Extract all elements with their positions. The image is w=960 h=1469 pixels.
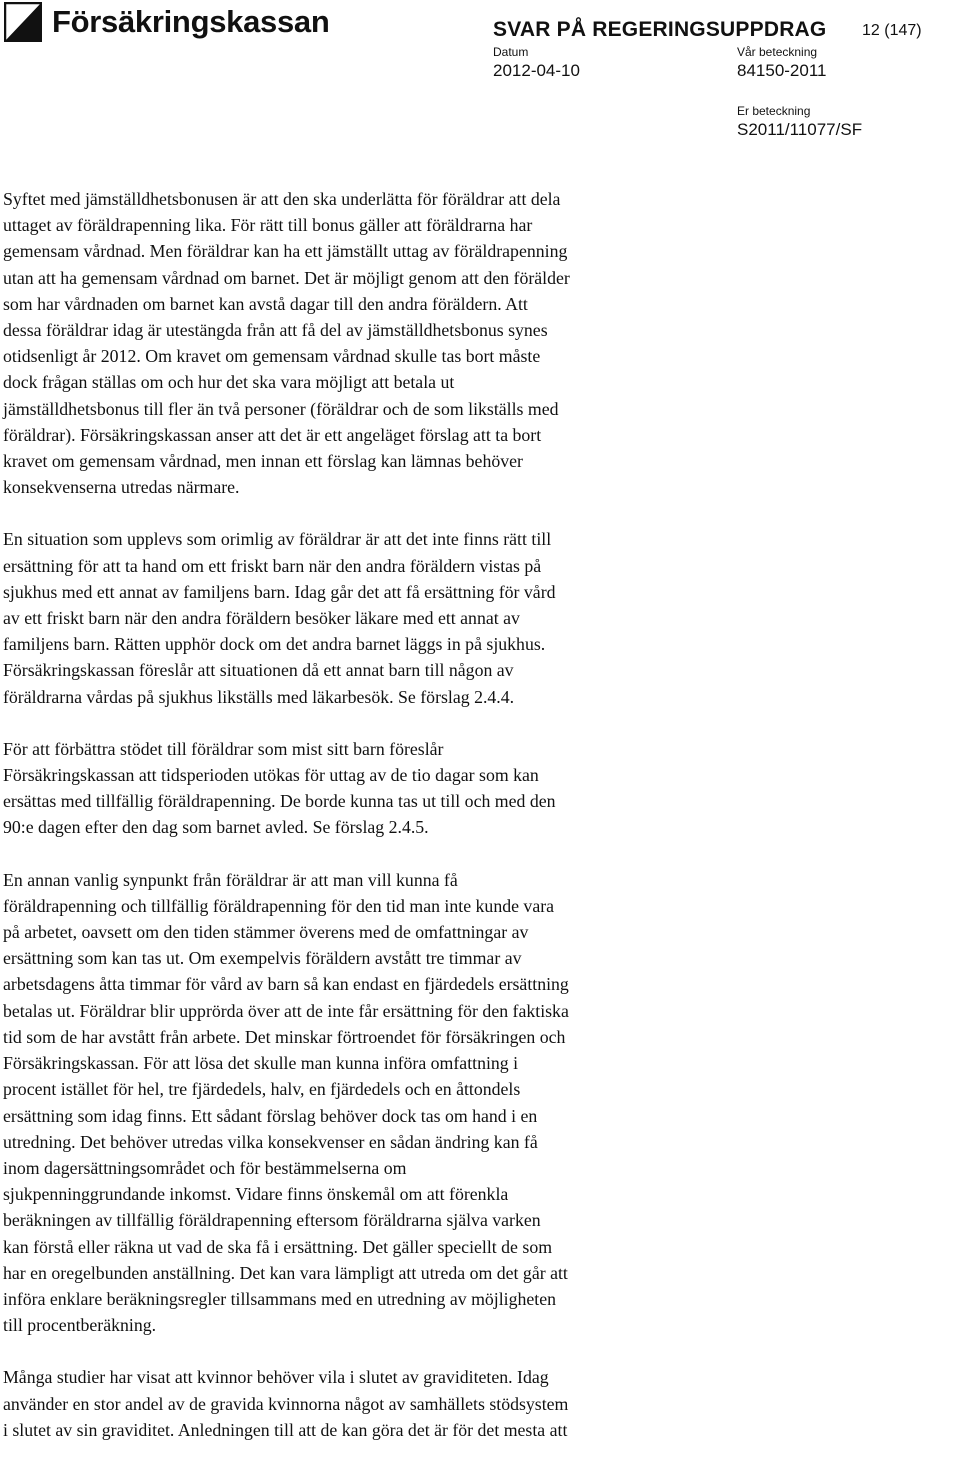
text-line: 90:e dagen efter den dag som barnet avled. Se förslag 2.4.5. [3, 817, 429, 838]
text-line: införa enklare beräkningsregler tillsammans med en utredning av möjligheten [3, 1288, 557, 1309]
your-reference-label: Er beteckning [737, 104, 811, 118]
paragraph [3, 526, 953, 709]
text-line: använder en stor andel av de gravida kvinnorna något av samhällets stödsystem [3, 1393, 569, 1414]
text-line: dock frågan ställas om och hur det ska vara möjligt att betala ut [3, 372, 455, 393]
page-number: 12 (147) [862, 22, 922, 39]
text-line: utan att ha gemensam vårdnad om barnet. Det är möjligt genom att den förälder [3, 267, 570, 288]
text-line: som har vårdnaden om barnet kan avstå dagar till den andra föräldern. Att [3, 293, 528, 314]
text-line: jämställdhetsbonus till fler än två personer (föräldrar och de som likställs med [3, 398, 559, 419]
text-line: Syftet med jämställdhetsbonusen är att den ska underlätta för föräldrar att dela [3, 189, 561, 209]
text-line: ersättas med tillfällig föräldrapenning. De borde kunna tas ut till och med den [3, 791, 556, 812]
text-line: beräkningen av tillfällig föräldrapenning eftersom föräldrarna själva varken [3, 1210, 541, 1231]
text-line: på arbetet, oavsett om den tiden stämmer överens med de omfattningar av [3, 922, 529, 943]
document-body [3, 186, 953, 1469]
text-line: ersättning som kan tas ut. Om exempelvis föräldern avstått tre timmar av [3, 948, 522, 969]
text-line: Försäkringskassan. För att lösa det skulle man kunna införa omfattning i [3, 1053, 519, 1074]
text-line: föräldrapenning och tillfällig föräldrapenning för den tid man inte kunde vara [3, 895, 555, 916]
text-line: kan förstå eller räkna ut vad de ska få i ersättning. Det gäller speciellt de som [3, 1236, 553, 1257]
text-line: i slutet av sin graviditet. Anledningen till att de kan göra det är för det mesta att [3, 1419, 568, 1440]
text-line: sjukpenninggrundande inkomst. Vidare finns önskemål om att förenkla [3, 1184, 509, 1205]
text-line: otidsenligt år 2012. Om kravet om gemensam vårdnad skulle tas bort måste [3, 346, 541, 367]
paragraph [3, 867, 953, 1339]
text-line: procent istället för hel, tre fjärdedels, halv, en fjärdedels och en åttondels [3, 1079, 521, 1100]
logo-text: Försäkringskassan [52, 4, 330, 39]
date-value: 2012-04-10 [493, 61, 580, 80]
your-reference-value: S2011/11077/SF [737, 120, 863, 139]
text-line: inom dagersättningsområdet och för bestämmelserna om [3, 1157, 407, 1178]
text-line: uttaget av föräldrapenning lika. För rätt till bonus gäller att föräldrarna har [3, 215, 533, 236]
logo [4, 2, 330, 42]
paragraph [3, 186, 953, 500]
text-line: betalas ut. Föräldrar blir upprörda över att de inte får ersättning för den faktiska [3, 1000, 569, 1021]
text-line: Försäkringskassan föreslår att situationen då ett annat barn till någon av [3, 660, 514, 681]
text-line: ersättning som idag finns. Ett sådant förslag behöver dock tas om hand i en [3, 1105, 538, 1126]
text-line: av ett friskt barn när den andra föräldern besöker läkare med ett annat av [3, 608, 520, 629]
text-line: utredning. Det behöver utredas vilka konsekvenser en sådan ändring kan få [3, 1131, 538, 1152]
text-line: En situation som upplevs som orimlig av föräldrar är att det inte finns rätt till [3, 529, 552, 550]
text-line: familjens barn. Rätten upphör dock om det andra barnet läggs in på sjukhus. [3, 634, 546, 655]
date-label: Datum [493, 45, 529, 59]
text-line: föräldrar). Försäkringskassan anser att det är ett angeläget förslag att ta bort [3, 424, 542, 445]
text-line: tid som de har avstått från arbete. Det minskar förtroendet för försäkringen och [3, 1026, 566, 1047]
paragraph [3, 736, 953, 841]
text-line: En annan vanlig synpunkt från föräldrar är att man vill kunna få [3, 869, 458, 890]
text-line: konsekvenserna utredas närmare. [3, 477, 240, 498]
document-type: SVAR PÅ REGERINGSUPPDRAG [493, 18, 827, 41]
text-line: Många studier har visat att kvinnor behöver vila i slutet av graviditeten. Idag [3, 1367, 549, 1388]
text-line: dessa föräldrar idag är utestängda från att få del av jämställdhetsbonus synes [3, 320, 548, 341]
text-line: till procentberäkning. [3, 1315, 157, 1336]
paragraph [3, 1364, 953, 1443]
text-line: arbetsdagens åtta timmar för vård av barn så kan endast en fjärdedels ersättning [3, 974, 569, 995]
text-line: föräldrarna vårdas på sjukhus likställs med läkarbesök. Se förslag 2.4.4. [3, 686, 515, 707]
forsakringskassan-logo-icon [4, 2, 42, 42]
text-line: Försäkringskassan att tidsperioden utökas för uttag av de tio dagar som kan [3, 765, 539, 786]
our-reference-label: Vår beteckning [737, 45, 818, 59]
text-line: kravet om gemensam vårdnad, men innan ett förslag kan lämnas behöver [3, 451, 523, 472]
text-line: ersättning för att ta hand om ett friskt barn när den andra föräldern vistas på [3, 555, 542, 576]
text-line: gemensam vårdnad. Men föräldrar kan ha ett jämställt uttag av föräldrapenning [3, 241, 568, 262]
our-reference-value: 84150-2011 [737, 61, 827, 80]
text-line: har en oregelbunden anställning. Det kan vara lämpligt att utreda om det går att [3, 1262, 568, 1283]
text-line: sjukhus med ett annat av familjens barn. Idag går det att få ersättning för vård [3, 581, 556, 602]
text-line: För att förbättra stödet till föräldrar som mist sitt barn föreslår [3, 738, 444, 759]
